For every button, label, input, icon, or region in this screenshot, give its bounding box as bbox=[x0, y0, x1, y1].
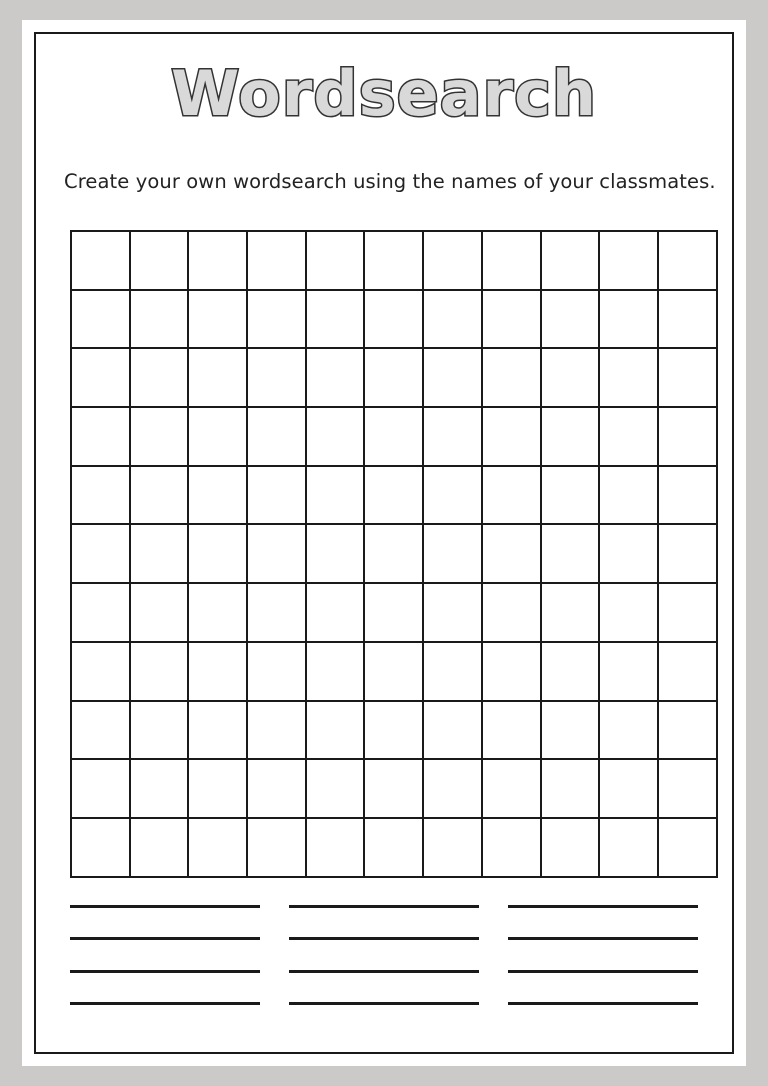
answer-write-line[interactable] bbox=[508, 970, 698, 973]
grid-cell[interactable] bbox=[423, 642, 482, 701]
grid-cell[interactable] bbox=[306, 466, 365, 525]
grid-cell[interactable] bbox=[188, 701, 247, 760]
grid-cell[interactable] bbox=[482, 642, 541, 701]
worksheet-page bbox=[22, 20, 746, 1066]
grid-cell[interactable] bbox=[71, 818, 130, 877]
grid-cell[interactable] bbox=[306, 524, 365, 583]
grid-cell[interactable] bbox=[306, 701, 365, 760]
grid-cell[interactable] bbox=[364, 642, 423, 701]
grid-cell[interactable] bbox=[541, 290, 600, 349]
grid-cell[interactable] bbox=[71, 290, 130, 349]
answer-write-line[interactable] bbox=[70, 905, 260, 908]
grid-cell[interactable] bbox=[71, 759, 130, 818]
grid-cell[interactable] bbox=[482, 759, 541, 818]
grid-cell[interactable] bbox=[658, 524, 717, 583]
grid-cell[interactable] bbox=[541, 642, 600, 701]
grid-cell[interactable] bbox=[306, 759, 365, 818]
grid-cell[interactable] bbox=[599, 701, 658, 760]
grid-row bbox=[71, 407, 717, 466]
grid-cell[interactable] bbox=[364, 290, 423, 349]
grid-cell[interactable] bbox=[188, 759, 247, 818]
grid-cell[interactable] bbox=[423, 290, 482, 349]
grid-cell[interactable] bbox=[188, 524, 247, 583]
page-title: Wordsearch bbox=[171, 57, 597, 130]
grid-cell[interactable] bbox=[247, 466, 306, 525]
grid-cell[interactable] bbox=[599, 407, 658, 466]
grid-cell[interactable] bbox=[188, 348, 247, 407]
grid-cell[interactable] bbox=[247, 818, 306, 877]
grid-cell[interactable] bbox=[658, 759, 717, 818]
answer-lines-column bbox=[508, 905, 698, 1005]
grid-cell[interactable] bbox=[482, 348, 541, 407]
grid-cell[interactable] bbox=[482, 231, 541, 290]
grid-cell[interactable] bbox=[130, 642, 189, 701]
grid-row bbox=[71, 583, 717, 642]
grid-cell[interactable] bbox=[423, 524, 482, 583]
grid-cell[interactable] bbox=[71, 466, 130, 525]
grid-cell[interactable] bbox=[71, 642, 130, 701]
grid-cell[interactable] bbox=[599, 348, 658, 407]
grid-cell[interactable] bbox=[423, 407, 482, 466]
answer-write-line[interactable] bbox=[289, 970, 479, 973]
answer-write-line[interactable] bbox=[508, 905, 698, 908]
grid-cell[interactable] bbox=[423, 759, 482, 818]
instructions-text: Create your own wordsearch using the names of your classmates. bbox=[64, 170, 716, 193]
grid-cell[interactable] bbox=[599, 231, 658, 290]
grid-cell[interactable] bbox=[247, 759, 306, 818]
grid-cell[interactable] bbox=[658, 642, 717, 701]
grid-cell[interactable] bbox=[423, 231, 482, 290]
grid-cell[interactable] bbox=[247, 348, 306, 407]
answer-write-line[interactable] bbox=[289, 1002, 479, 1005]
grid-cell[interactable] bbox=[541, 466, 600, 525]
grid-cell[interactable] bbox=[247, 290, 306, 349]
grid-cell[interactable] bbox=[658, 701, 717, 760]
grid-cell[interactable] bbox=[130, 466, 189, 525]
grid-cell[interactable] bbox=[541, 231, 600, 290]
grid-cell[interactable] bbox=[306, 348, 365, 407]
grid-row bbox=[71, 818, 717, 877]
grid-cell[interactable] bbox=[247, 701, 306, 760]
grid-cell[interactable] bbox=[364, 407, 423, 466]
grid-cell[interactable] bbox=[247, 642, 306, 701]
grid-cell[interactable] bbox=[130, 231, 189, 290]
grid-cell[interactable] bbox=[482, 583, 541, 642]
grid-cell[interactable] bbox=[188, 818, 247, 877]
grid-cell[interactable] bbox=[306, 231, 365, 290]
grid-cell[interactable] bbox=[423, 348, 482, 407]
grid-cell[interactable] bbox=[247, 583, 306, 642]
grid-cell[interactable] bbox=[130, 701, 189, 760]
grid-cell[interactable] bbox=[130, 348, 189, 407]
grid-cell[interactable] bbox=[423, 818, 482, 877]
grid-cell[interactable] bbox=[482, 290, 541, 349]
grid-cell[interactable] bbox=[482, 524, 541, 583]
grid-cell[interactable] bbox=[188, 583, 247, 642]
grid-cell[interactable] bbox=[599, 524, 658, 583]
grid-cell[interactable] bbox=[541, 818, 600, 877]
grid-row bbox=[71, 290, 717, 349]
grid-cell[interactable] bbox=[71, 524, 130, 583]
grid-cell[interactable] bbox=[364, 466, 423, 525]
answer-write-line[interactable] bbox=[508, 1002, 698, 1005]
answer-lines-column bbox=[70, 905, 260, 1005]
grid-cell[interactable] bbox=[71, 583, 130, 642]
grid-cell[interactable] bbox=[364, 583, 423, 642]
grid-cell[interactable] bbox=[188, 642, 247, 701]
grid-cell[interactable] bbox=[130, 524, 189, 583]
grid-cell[interactable] bbox=[130, 407, 189, 466]
grid-row bbox=[71, 701, 717, 760]
grid-cell[interactable] bbox=[541, 524, 600, 583]
grid-cell[interactable] bbox=[599, 759, 658, 818]
answer-write-line[interactable] bbox=[508, 937, 698, 940]
grid-row bbox=[71, 642, 717, 701]
answer-write-line[interactable] bbox=[289, 905, 479, 908]
grid-row bbox=[71, 348, 717, 407]
grid-cell[interactable] bbox=[188, 407, 247, 466]
grid-cell[interactable] bbox=[306, 818, 365, 877]
grid-cell[interactable] bbox=[423, 701, 482, 760]
grid-cell[interactable] bbox=[306, 407, 365, 466]
grid-cell[interactable] bbox=[599, 642, 658, 701]
grid-cell[interactable] bbox=[188, 231, 247, 290]
grid-cell[interactable] bbox=[364, 701, 423, 760]
grid-row bbox=[71, 759, 717, 818]
grid-cell[interactable] bbox=[130, 290, 189, 349]
grid-cell[interactable] bbox=[658, 583, 717, 642]
grid-cell[interactable] bbox=[71, 348, 130, 407]
answer-lines-column bbox=[289, 905, 479, 1005]
grid-cell[interactable] bbox=[541, 407, 600, 466]
grid-cell[interactable] bbox=[658, 290, 717, 349]
grid-cell[interactable] bbox=[364, 348, 423, 407]
grid-cell[interactable] bbox=[364, 759, 423, 818]
wordsearch-grid-table[interactable] bbox=[70, 230, 718, 878]
grid-cell[interactable] bbox=[423, 466, 482, 525]
grid-cell[interactable] bbox=[599, 290, 658, 349]
grid-cell[interactable] bbox=[71, 407, 130, 466]
grid-row bbox=[71, 524, 717, 583]
grid-cell[interactable] bbox=[71, 231, 130, 290]
grid-cell[interactable] bbox=[658, 466, 717, 525]
grid-cell[interactable] bbox=[541, 348, 600, 407]
grid-cell[interactable] bbox=[306, 583, 365, 642]
grid-cell[interactable] bbox=[364, 231, 423, 290]
grid-cell[interactable] bbox=[71, 701, 130, 760]
grid-cell[interactable] bbox=[541, 583, 600, 642]
grid-cell[interactable] bbox=[482, 407, 541, 466]
grid-cell[interactable] bbox=[130, 583, 189, 642]
grid-cell[interactable] bbox=[658, 818, 717, 877]
answer-write-line[interactable] bbox=[70, 1002, 260, 1005]
answer-write-line[interactable] bbox=[70, 970, 260, 973]
grid-cell[interactable] bbox=[541, 701, 600, 760]
grid-cell[interactable] bbox=[658, 231, 717, 290]
grid-cell[interactable] bbox=[306, 290, 365, 349]
grid-cell[interactable] bbox=[482, 466, 541, 525]
grid-row bbox=[71, 231, 717, 290]
grid-cell[interactable] bbox=[130, 818, 189, 877]
grid-cell[interactable] bbox=[364, 818, 423, 877]
answer-write-line[interactable] bbox=[70, 937, 260, 940]
grid-cell[interactable] bbox=[658, 348, 717, 407]
grid-row bbox=[71, 466, 717, 525]
grid-cell[interactable] bbox=[541, 759, 600, 818]
grid-cell[interactable] bbox=[130, 759, 189, 818]
grid-cell[interactable] bbox=[306, 642, 365, 701]
grid-cell[interactable] bbox=[247, 407, 306, 466]
grid-cell[interactable] bbox=[364, 524, 423, 583]
grid-cell[interactable] bbox=[482, 818, 541, 877]
answer-write-line[interactable] bbox=[289, 937, 479, 940]
wordsearch-grid[interactable] bbox=[70, 230, 694, 854]
grid-cell[interactable] bbox=[599, 818, 658, 877]
grid-cell[interactable] bbox=[599, 583, 658, 642]
grid-cell[interactable] bbox=[247, 231, 306, 290]
answer-lines-area bbox=[70, 905, 698, 1020]
grid-cell[interactable] bbox=[423, 583, 482, 642]
grid-cell[interactable] bbox=[599, 466, 658, 525]
grid-cell[interactable] bbox=[188, 290, 247, 349]
grid-cell[interactable] bbox=[482, 701, 541, 760]
grid-cell[interactable] bbox=[658, 407, 717, 466]
grid-cell[interactable] bbox=[247, 524, 306, 583]
grid-cell[interactable] bbox=[188, 466, 247, 525]
